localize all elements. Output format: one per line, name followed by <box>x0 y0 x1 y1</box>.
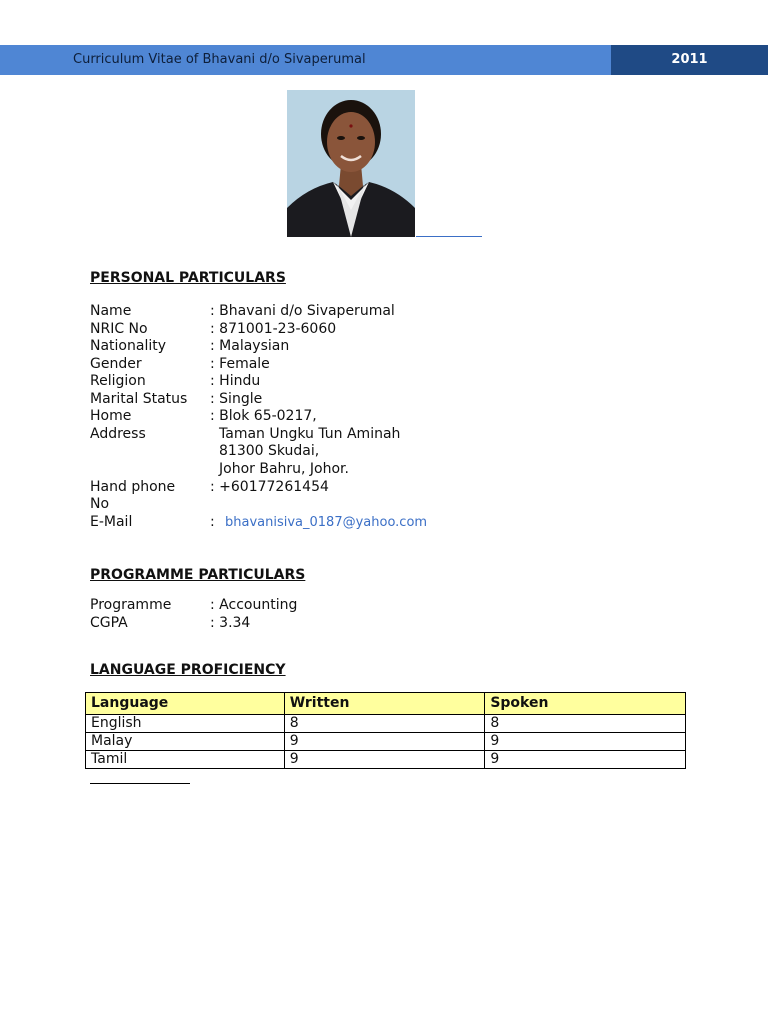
nationality-label: Nationality <box>90 338 167 354</box>
name-label: Name <box>90 303 132 319</box>
address-line-4: Johor Bahru, Johor. <box>219 461 349 477</box>
phone-label-2: No <box>90 496 110 512</box>
gender-value: : Female <box>210 356 270 372</box>
header-title: Curriculum Vitae of Bhavani d/o Sivaperumal <box>73 52 366 67</box>
table-row <box>86 751 686 769</box>
nationality-value: : Malaysian <box>210 338 290 354</box>
marital-status-label: Marital Status <box>90 391 188 407</box>
written-cell: 8 <box>284 715 485 733</box>
document-header <box>0 45 768 75</box>
nric-label: NRIC No <box>90 321 148 337</box>
photo-link-underline <box>416 236 482 237</box>
email-label: E-Mail <box>90 514 133 530</box>
column-header-language: Language <box>86 693 285 715</box>
footnote-separator <box>90 783 190 784</box>
home-address-label-2: Address <box>90 426 146 442</box>
programme-value: : Accounting <box>210 597 298 613</box>
language-cell: Malay <box>86 733 285 751</box>
language-table-header <box>86 693 686 715</box>
email-colon: : <box>210 514 215 530</box>
written-cell: 9 <box>284 751 485 769</box>
spoken-cell: 9 <box>485 733 686 751</box>
cgpa-value: : 3.34 <box>210 615 251 631</box>
profile-photo <box>287 90 415 237</box>
home-address-label-1: Home <box>90 408 132 424</box>
language-proficiency-heading: LANGUAGE PROFICIENCY <box>90 662 286 678</box>
phone-label-1: Hand phone <box>90 479 176 495</box>
religion-label: Religion <box>90 373 146 389</box>
gender-label: Gender <box>90 356 142 372</box>
nric-value: : 871001-23-6060 <box>210 321 337 337</box>
personal-particulars-heading: PERSONAL PARTICULARS <box>90 270 286 286</box>
address-line-3: 81300 Skudai, <box>219 443 320 459</box>
language-cell: English <box>86 715 285 733</box>
language-table <box>85 692 686 769</box>
profile-photo-illustration <box>287 90 415 237</box>
address-line-2: Taman Ungku Tun Aminah <box>219 426 401 442</box>
written-cell: 9 <box>284 733 485 751</box>
phone-value: : +60177261454 <box>210 479 329 495</box>
religion-value: : Hindu <box>210 373 261 389</box>
marital-status-value: : Single <box>210 391 263 407</box>
table-row <box>86 715 686 733</box>
programme-label: Programme <box>90 597 172 613</box>
header-title-bar <box>0 45 611 75</box>
header-year: 2011 <box>611 45 768 75</box>
column-header-written: Written <box>284 693 485 715</box>
language-cell: Tamil <box>86 751 285 769</box>
spoken-cell: 9 <box>485 751 686 769</box>
programme-particulars-heading: PROGRAMME PARTICULARS <box>90 567 306 583</box>
name-value: : Bhavani d/o Sivaperumal <box>210 303 395 319</box>
email-link[interactable]: bhavanisiva_0187@yahoo.com <box>225 515 428 530</box>
column-header-spoken: Spoken <box>485 693 686 715</box>
spoken-cell: 8 <box>485 715 686 733</box>
address-line-1: : Blok 65-0217, <box>210 408 317 424</box>
cgpa-label: CGPA <box>90 615 128 631</box>
table-row <box>86 733 686 751</box>
